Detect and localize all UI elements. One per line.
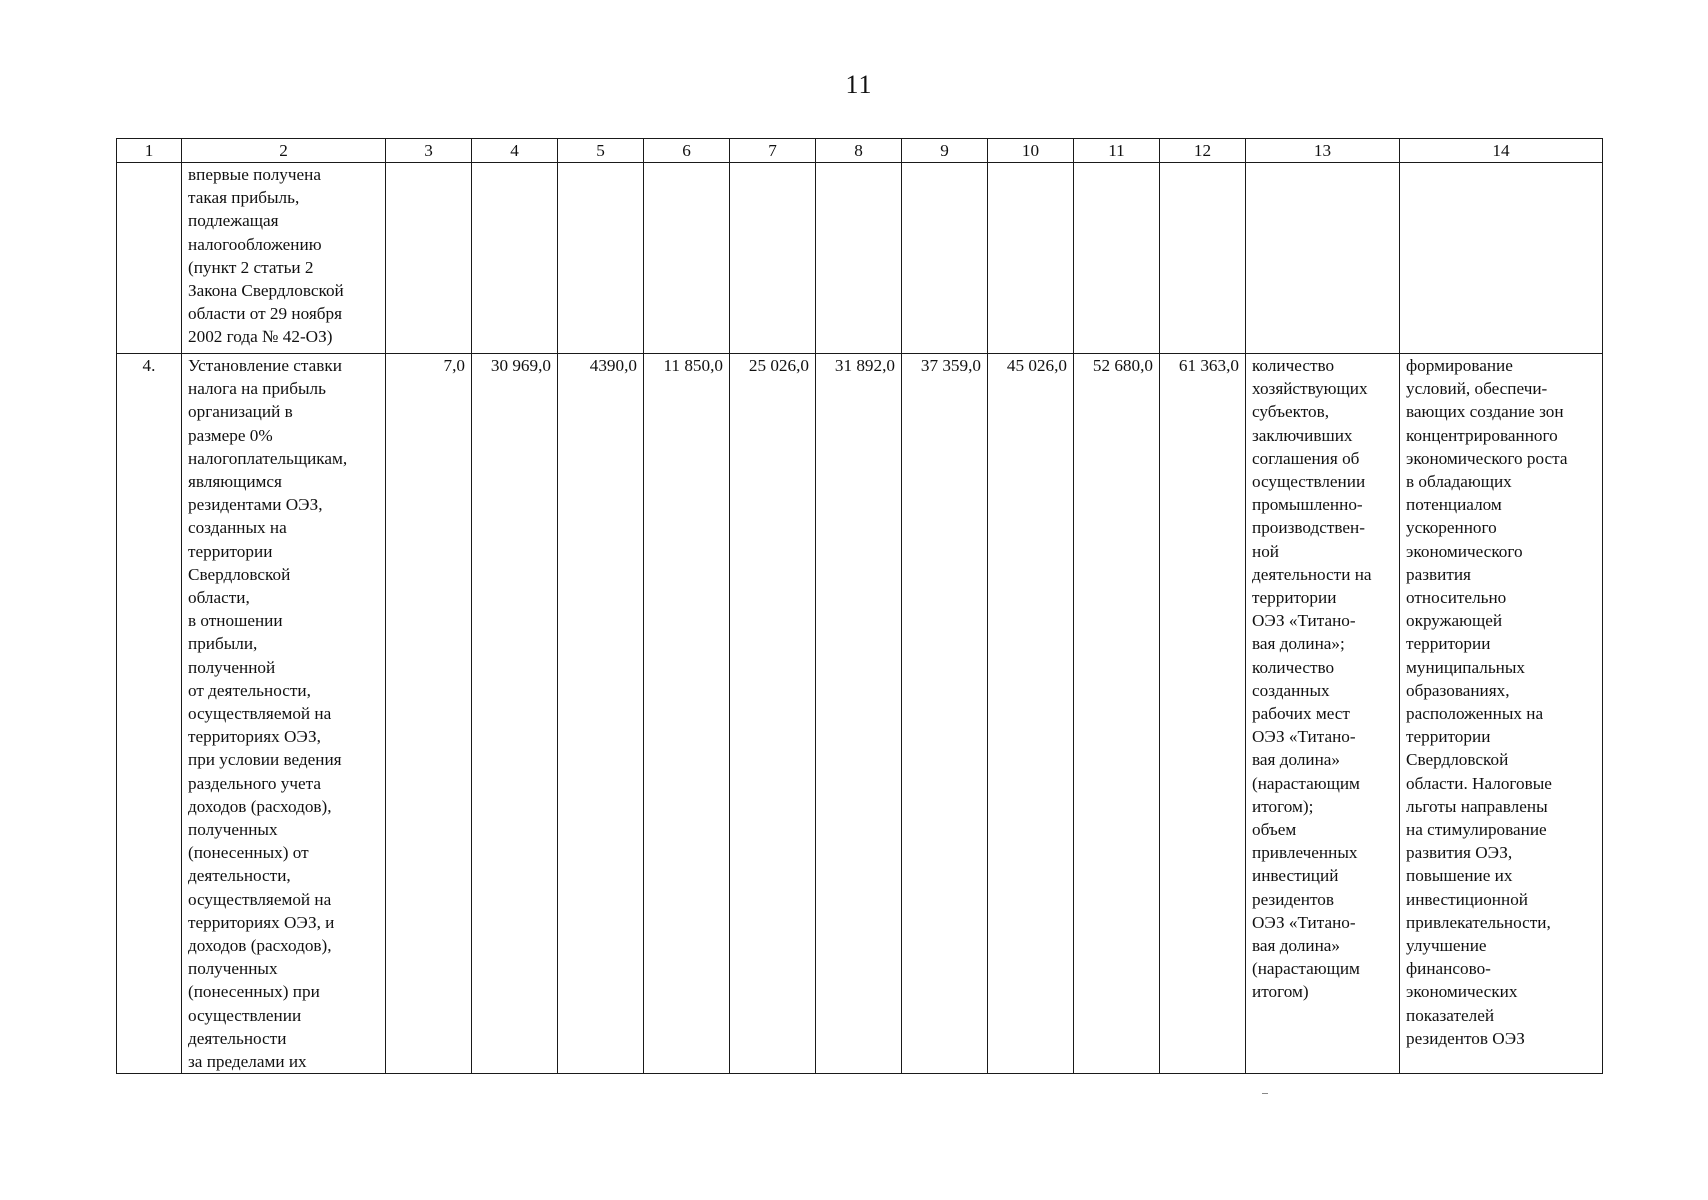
column-header-14: 14	[1400, 139, 1603, 163]
column-header-11: 11	[1074, 139, 1160, 163]
value-cell-7: 25 026,0	[730, 354, 816, 1074]
table-row-continuation	[117, 163, 1603, 354]
column-header-13: 13	[1246, 139, 1400, 163]
column-header-7: 7	[730, 139, 816, 163]
value-cell-3: 7,0	[386, 354, 472, 1074]
value-cell-5: 4390,0	[558, 354, 644, 1074]
column-header-3: 3	[386, 139, 472, 163]
value-cell-11: 52 680,0	[1074, 354, 1160, 1074]
empty-cell	[1160, 163, 1246, 354]
tax-benefits-table	[116, 138, 1603, 1074]
column-header-4: 4	[472, 139, 558, 163]
row-number-cell: 4.	[117, 354, 182, 1074]
empty-cell	[1246, 163, 1400, 354]
description-cell: впервые получена такая прибыль, подлежащая налогообложению (пункт 2 статьи 2 Закона Свердловской области от 29 ноября 2002 года № 42-ОЗ)	[182, 163, 386, 354]
empty-cell	[644, 163, 730, 354]
empty-cell	[558, 163, 644, 354]
empty-cell	[1074, 163, 1160, 354]
empty-cell	[902, 163, 988, 354]
column-numbers-row	[117, 139, 1603, 163]
column-header-1: 1	[117, 139, 182, 163]
column-header-12: 12	[1160, 139, 1246, 163]
empty-cell	[386, 163, 472, 354]
table-row-4	[117, 354, 1603, 1074]
page-number: 11	[845, 70, 873, 99]
value-cell-6: 11 850,0	[644, 354, 730, 1074]
column-header-9: 9	[902, 139, 988, 163]
indicators-cell: количество хозяйствующих субъектов, заключивших соглашения об осуществлении промышленно- производствен- ной деятельности на территории ОЭЗ «Титано- вая долина»; количество созданных рабочих мест ОЭЗ «Титано- вая долина» (нарастающим итогом); объем привлеченных инвестиций резидентов ОЭЗ «Титано- вая долина» (нарастающим итогом)	[1246, 354, 1400, 1074]
row-number-cell	[117, 163, 182, 354]
scan-mark	[1262, 1093, 1268, 1094]
value-cell-10: 45 026,0	[988, 354, 1074, 1074]
empty-cell	[1400, 163, 1603, 354]
column-header-8: 8	[816, 139, 902, 163]
description-cell: Установление ставки налога на прибыль организаций в размере 0% налогоплательщикам, являющимся резидентами ОЭЗ, созданных на территории Свердловской области, в отношении прибыли, полученной от деятельности, осуществляемой на территориях ОЭЗ, при условии ведения раздельного учета доходов (расходов), полученных (понесенных) от деятельности, осуществляемой на территориях ОЭЗ, и доходов (расходов), полученных (понесенных) при осуществлении деятельности за пределами их	[182, 354, 386, 1074]
column-header-6: 6	[644, 139, 730, 163]
empty-cell	[472, 163, 558, 354]
value-cell-8: 31 892,0	[816, 354, 902, 1074]
empty-cell	[730, 163, 816, 354]
goals-cell: формирование условий, обеспечи- вающих создание зон концентрированного экономического роста в обладающих потенциалом ускоренного экономического развития относительно окружающей территории муниципальных образованиях, расположенных на территории Свердловской области. Налоговые льготы направлены на стимулирование развития ОЭЗ, повышение их инвестиционной привлекательности, улучшение финансово- экономических показателей резидентов ОЭЗ	[1400, 354, 1603, 1074]
value-cell-9: 37 359,0	[902, 354, 988, 1074]
column-header-5: 5	[558, 139, 644, 163]
column-header-2: 2	[182, 139, 386, 163]
value-cell-4: 30 969,0	[472, 354, 558, 1074]
empty-cell	[816, 163, 902, 354]
column-header-10: 10	[988, 139, 1074, 163]
empty-cell	[988, 163, 1074, 354]
value-cell-12: 61 363,0	[1160, 354, 1246, 1074]
